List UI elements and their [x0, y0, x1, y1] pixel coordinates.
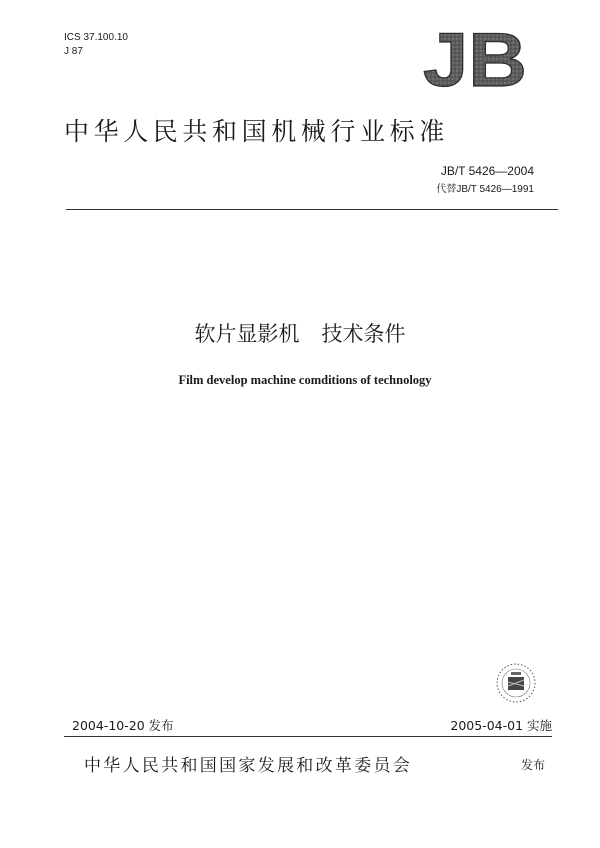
header-divider: [66, 209, 558, 210]
issue-date: 2004-10-20 发布: [72, 718, 174, 733]
replaces-standard: 代替JB/T 5426—1991: [436, 184, 534, 195]
standard-number: JB/T 5426—2004: [440, 164, 534, 178]
footer-divider: [64, 736, 552, 737]
implementation-date: 2005-04-01 实施: [450, 718, 552, 733]
issuing-label: 发布: [521, 758, 546, 772]
document-title-cn: [0, 318, 600, 348]
issuing-authority: 中华人民共和国国家发展和改革委员会: [84, 756, 413, 776]
ministry-standard-title: 中华人民共和国机械行业标准: [64, 117, 449, 146]
jb-logo-text: JB: [423, 26, 527, 90]
ccs-code: J 87: [64, 46, 83, 57]
ics-code: ICS 37.100.10: [64, 32, 128, 43]
title-cn-part2: 技术条件: [321, 322, 406, 346]
seal-icon: [495, 662, 537, 704]
jb-logo: [420, 26, 530, 90]
document-title-en: Film develop machine comditions of technology: [178, 373, 432, 387]
title-cn-part1: 软片显影机: [194, 322, 300, 346]
classification-codes: [64, 31, 128, 59]
